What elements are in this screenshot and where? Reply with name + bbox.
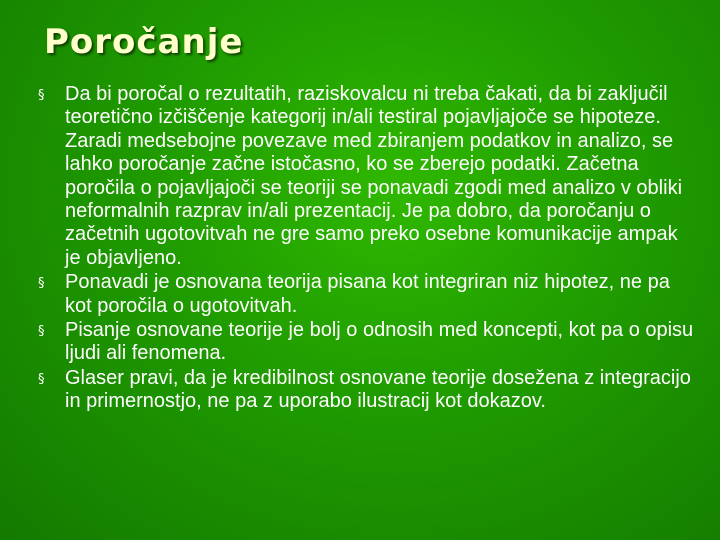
bullet-text: Pisanje osnovane teorije je bolj o odnosih med koncepti, kot pa o opisu ljudi ali fenomena. — [65, 319, 694, 365]
bullet-item — [38, 319, 698, 366]
slide-title: Poročanje — [44, 22, 244, 62]
bullet-item — [38, 367, 698, 414]
bullet-text: Da bi poročal o rezultatih, raziskovalcu ni treba čakati, da bi zaključil teoretično izčiščenje kategorij in/ali testiral pojavljajoče se hipoteze. Zaradi medsebojne povezave med zbiranjem podatkov in analizo, se lahko poročanje začne istočasno, ko se zberejo podatki. Začetna poročila o pojavljajoči se teoriji se ponavadi zgodi med analizo v obliki neformalnih razprav in/ali prezentacij. Je pa dobro, da poročanju o začetnih ugotovitvah ne gre samo preko osebne komunikacije ampak je objavljeno. — [65, 83, 683, 269]
bullet-list — [38, 83, 698, 415]
bullet-item — [38, 83, 698, 270]
bullet-text: Ponavadi je osnovana teorija pisana kot integriran niz hipotez, ne pa kot poročila o ugotovitvah. — [65, 271, 670, 317]
bullet-item — [38, 271, 698, 318]
bullet-text: Glaser pravi, da je kredibilnost osnovane teorije dosežena z integracijo in primernostjo, ne pa z uporabo ilustracij kot dokazov. — [65, 366, 691, 413]
section-sign-icon: § — [38, 88, 45, 103]
section-sign-icon: § — [38, 371, 45, 387]
section-sign-icon: § — [38, 276, 45, 292]
section-sign-icon: § — [38, 324, 45, 340]
